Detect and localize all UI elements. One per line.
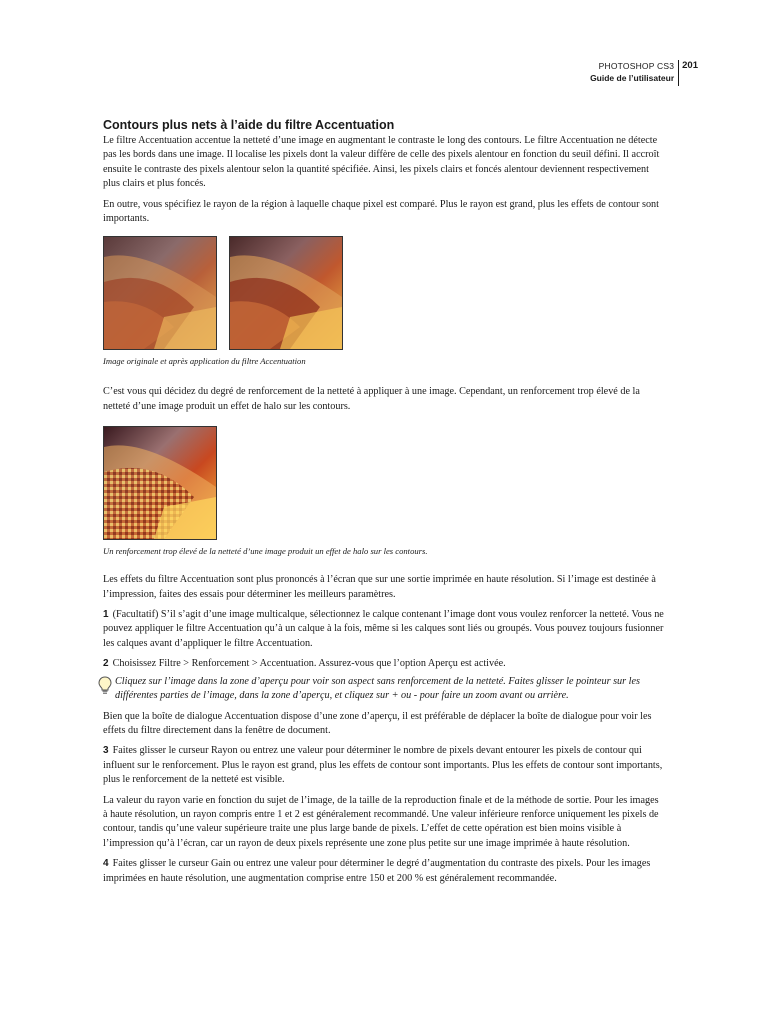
- sharpened-image: [229, 236, 343, 350]
- comparison-images: [103, 236, 665, 350]
- step-3-text: Faites glisser le curseur Rayon ou entrez une valeur pour déterminer le nombre de pixels devant entourer les pixels de contour qui influent sur le renforcement. Plus le rayon est grand, plus les effets de contour sont importants. Plus les effets de contour sont importants, plus le renforcement de la netteté est visible.: [103, 745, 663, 786]
- tip-block: [97, 675, 665, 704]
- step-1: [103, 608, 665, 651]
- caption-halo: Un renforcement trop élevé de la netteté d’une image produit un effet de halo sur les contours.: [103, 546, 428, 557]
- intro-paragraph-1: Le filtre Accentuation accentue la netteté d’une image en augmentant le contraste le long des contours. Le filtre Accentuation ne détecte pas les bords dans une image. Il localise les pixels dont la valeur diffère de celle des pixels alentour en fonction du seuil défini. Il accroît ensuite le contraste des pixels alentour selon la quantité spécifiée. Ainsi, les pixels clairs et foncés alentour deviennent respectivement plus clairs et plus foncés.: [103, 135, 660, 190]
- paragraph-radius-values: La valeur du rayon varie en fonction du sujet de l’image, de la taille de la reproduction finale et de la méthode de sortie. Pour les images à haute résolution, un rayon compris entre 1 et 2 est généralement recommandé. Une valeur inférieure renforce uniquement les pixels de contour, tandis qu’une valeur supérieure traite une plus large bande de pixels. L’effet de cette opération est bien moins visible à l’impression qu’à l’écran, car un rayon de deux pixels représente une zone plus petite sur une image imprimée à haute résolution.: [103, 794, 659, 849]
- step-4: [103, 857, 665, 886]
- paragraph-sharpening-degree: C’est vous qui décidez du degré de renforcement de la netteté à appliquer à une image. Cependant, un renforcement trop élevé de la netteté d’une image produit un effet de halo sur les contours.: [103, 386, 640, 412]
- step-1-text: (Facultatif) S’il s’agit d’une image multicalque, sélectionnez le calque contenant l’image dont vous voulez renforcer la netteté. Vous ne pouvez appliquer le filtre Accentuation qu’à un calque à la fois, même si les calques sont liés ou groupés. Vous pouvez toujours fusionner les calques avant d’appliquer le filtre Accentuation.: [103, 609, 664, 649]
- step-4-text: Faites glisser le curseur Gain ou entrez une valeur pour déterminer le degré d’augmentation du contraste des pixels. Pour les images imprimées en haute résolution, une augmentation comprise entre 150 et 200 % est généralement recommandée.: [103, 858, 651, 884]
- step-1-number: 1: [103, 609, 109, 621]
- step-2-number: 2: [103, 658, 109, 670]
- product-name: PHOTOSHOP CS3: [598, 61, 675, 71]
- step-2: [103, 657, 665, 671]
- tip-text: Cliquez sur l’image dans la zone d’aperçu pour voir son aspect sans renforcement de la netteté. Faites glisser le pointeur sur les différentes parties de l’image, dans la zone d’aperçu, et cliquez sur + ou - pour faire un zoom avant ou arrière.: [115, 675, 640, 702]
- intro-paragraph-2: En outre, vous spécifiez le rayon de la région à laquelle chaque pixel est comparé. Plus le rayon est grand, plus les effets de contour sont importants.: [103, 198, 659, 225]
- guide-title: Guide de l’utilisateur: [590, 73, 675, 83]
- lightbulb-icon: [97, 675, 115, 704]
- page-content: [103, 117, 665, 892]
- halo-image-row: [103, 426, 665, 540]
- step-4-number: 4: [103, 858, 109, 870]
- page-number: 201: [682, 60, 698, 71]
- section-title: Contours plus nets à l’aide du filtre Accentuation: [103, 118, 395, 132]
- paragraph-preview-dialog: Bien que la boîte de dialogue Accentuation dispose d’une zone d’aperçu, il est préférable de déplacer la boîte de dialogue pour voir les effets du filtre directement dans la fenêtre de document.: [103, 710, 652, 736]
- halo-image: [103, 426, 217, 540]
- step-2-text: Choisissez Filtre > Renforcement > Accentuation. Assurez-vous que l’option Aperçu est activée.: [112, 658, 506, 670]
- step-3: [103, 744, 665, 787]
- header-text: [590, 60, 678, 84]
- original-image: [103, 236, 217, 350]
- caption-comparison: Image originale et après application du filtre Accentuation: [103, 356, 306, 367]
- running-header: [590, 60, 698, 86]
- step-3-number: 3: [103, 745, 109, 757]
- paragraph-screen-vs-print: Les effets du filtre Accentuation sont plus prononcés à l’écran que sur une sortie imprimée en haute résolution. Si l’image est destinée à l’impression, faites des essais pour déterminer les meilleurs paramètres.: [103, 574, 656, 600]
